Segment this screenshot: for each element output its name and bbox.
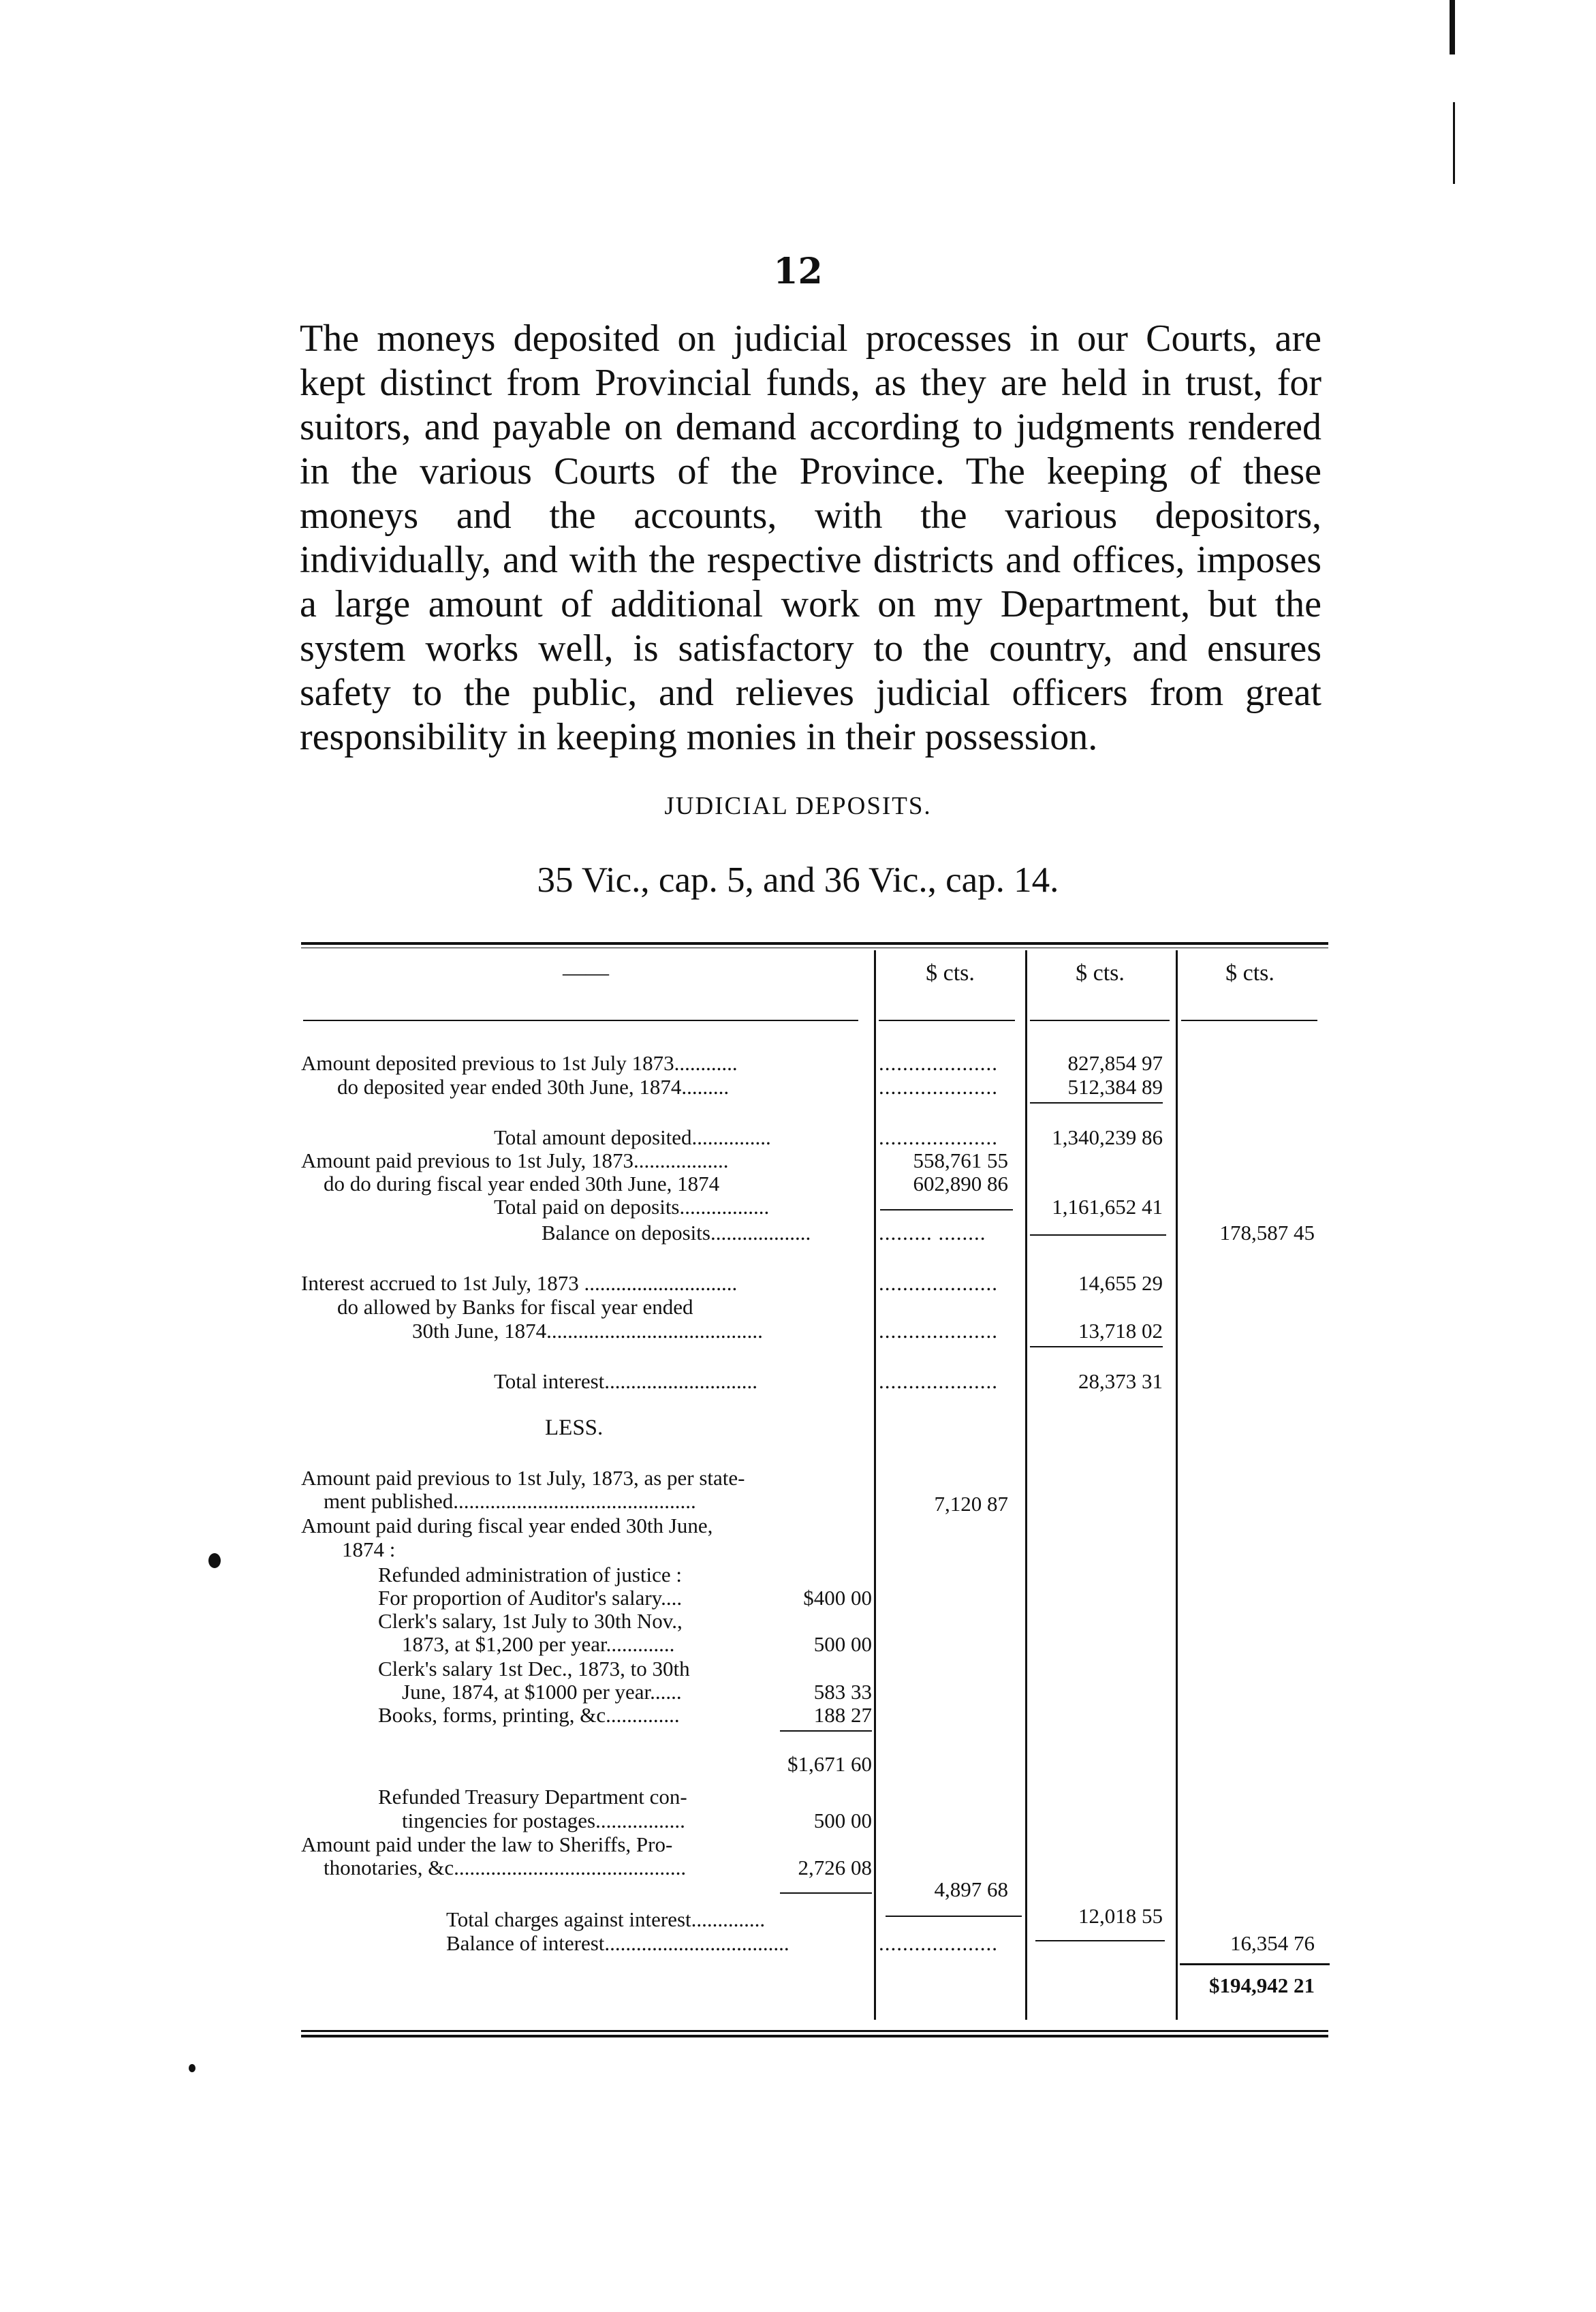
scan-edge-mark bbox=[1450, 0, 1455, 54]
row-label: 1873, at $1,200 per year............. bbox=[402, 1632, 675, 1656]
sum-rule bbox=[780, 1892, 872, 1894]
row-label: Refunded administration of justice : bbox=[378, 1563, 682, 1587]
row-label: Amount paid during fiscal year ended 30th June, bbox=[301, 1514, 713, 1537]
section-subtitle: 35 Vic., cap. 5, and 36 Vic., cap. 14. bbox=[537, 860, 1059, 900]
row-value: 500 00 bbox=[813, 1809, 872, 1832]
sum-rule bbox=[1030, 1234, 1166, 1236]
dot-leader: .................... bbox=[879, 1319, 998, 1343]
row-label: Books, forms, printing, &c.............. bbox=[378, 1703, 680, 1727]
row-value: 14,655 29 bbox=[1078, 1271, 1163, 1295]
less-heading: LESS. bbox=[545, 1416, 604, 1440]
row-label: Balance on deposits................... bbox=[542, 1221, 811, 1245]
sum-rule bbox=[886, 1916, 1022, 1917]
grand-total: $194,942 21 bbox=[1209, 1973, 1315, 1997]
row-label: For proportion of Auditor's salary.... bbox=[378, 1586, 683, 1610]
row-value: 602,890 86 bbox=[913, 1172, 1008, 1196]
column-header-2: $ cts. bbox=[1076, 960, 1125, 986]
row-label: do deposited year ended 30th June, 1874......... bbox=[337, 1075, 730, 1099]
row-value: 500 00 bbox=[813, 1632, 872, 1656]
row-label: Clerk's salary 1st Dec., 1873, to 30th bbox=[378, 1657, 690, 1681]
row-value: 512,384 89 bbox=[1067, 1075, 1163, 1099]
sum-rule bbox=[1180, 1963, 1330, 1965]
row-value: 2,726 08 bbox=[798, 1856, 872, 1879]
dot-leader: .................... bbox=[879, 1931, 998, 1955]
row-value: 1,161,652 41 bbox=[1052, 1195, 1163, 1219]
dot-leader: .................... bbox=[879, 1271, 998, 1295]
row-value: 827,854 97 bbox=[1067, 1051, 1163, 1075]
sum-rule bbox=[1035, 1940, 1165, 1941]
row-label: Interest accrued to 1st July, 1873 ............................. bbox=[301, 1271, 738, 1295]
row-value: $400 00 bbox=[803, 1586, 872, 1610]
row-label: Refunded Treasury Department con- bbox=[378, 1785, 687, 1809]
row-label: Total interest............................. bbox=[494, 1369, 758, 1393]
section-title: JUDICIAL DEPOSITS. bbox=[664, 792, 932, 820]
row-value: 558,761 55 bbox=[913, 1149, 1008, 1172]
row-value: 7,120 87 bbox=[934, 1492, 1008, 1516]
row-label: Clerk's salary, 1st July to 30th Nov., bbox=[378, 1609, 683, 1633]
row-value: 13,718 02 bbox=[1078, 1319, 1163, 1343]
sum-rule bbox=[1030, 1346, 1163, 1347]
header-underline bbox=[879, 1020, 1015, 1021]
column-divider bbox=[1025, 950, 1027, 2020]
header-underline bbox=[303, 1020, 858, 1021]
dot-leader: .................... bbox=[879, 1369, 998, 1393]
description-header: —— bbox=[563, 960, 609, 986]
row-value: 4,897 68 bbox=[934, 1877, 1008, 1901]
sum-rule bbox=[1030, 1102, 1163, 1104]
margin-ink-mark bbox=[189, 2064, 195, 2072]
row-value: 188 27 bbox=[813, 1703, 872, 1727]
table-top-rule bbox=[301, 942, 1328, 945]
row-label: 1874 : bbox=[342, 1537, 396, 1561]
row-label: Total paid on deposits................. bbox=[494, 1195, 770, 1219]
row-value: 12,018 55 bbox=[1078, 1904, 1163, 1928]
margin-ink-mark bbox=[208, 1553, 221, 1568]
row-label: Total charges against interest.............. bbox=[446, 1907, 766, 1931]
row-label: tingencies for postages................. bbox=[402, 1809, 685, 1832]
row-label: Balance of interest................................... bbox=[446, 1931, 789, 1955]
row-label: Total amount deposited............... bbox=[494, 1125, 771, 1149]
row-label: Amount paid previous to 1st July, 1873, as per state- bbox=[301, 1466, 745, 1490]
row-label: Amount deposited previous to 1st July 1873............ bbox=[301, 1051, 738, 1075]
row-label: June, 1874, at $1000 per year...... bbox=[402, 1680, 682, 1704]
header-underline bbox=[1181, 1020, 1317, 1021]
sum-rule bbox=[880, 1209, 1013, 1210]
column-divider bbox=[1176, 950, 1178, 2020]
intro-paragraph: The moneys deposited on judicial processes in our Courts, are kept distinct from Provincial funds, as they are held in trust, for suitors, and payable on demand according to judgments rendered in the various Courts of the Province. The keeping of these moneys and the accounts, with the various depositors, individually, and with the respective districts and offices, imposes a large amount of additional work on my Department, but the system works well, is satisfactory to the country, and ensures safety to the public, and relieves judicial officers from great responsibility in keeping monies in their possession. bbox=[300, 317, 1321, 758]
row-label: ment published.............................................. bbox=[324, 1489, 696, 1513]
column-divider bbox=[874, 950, 876, 2020]
row-value: 583 33 bbox=[813, 1680, 872, 1704]
dot-leader: .................... bbox=[879, 1125, 998, 1149]
row-label: thonotaries, &c............................................ bbox=[324, 1856, 687, 1879]
column-header-1: $ cts. bbox=[926, 960, 975, 986]
dot-leader: .................... bbox=[879, 1075, 998, 1099]
scan-edge-mark bbox=[1453, 102, 1455, 184]
page-number: 12 bbox=[773, 251, 823, 292]
row-label: do do during fiscal year ended 30th June, 1874 bbox=[324, 1172, 720, 1196]
sum-rule bbox=[780, 1730, 872, 1732]
dot-leader: ......... ........ bbox=[879, 1221, 986, 1245]
table-bottom-rule-thick bbox=[301, 2035, 1328, 2037]
row-value: 1,340,239 86 bbox=[1052, 1125, 1163, 1149]
row-value: 16,354 76 bbox=[1230, 1931, 1315, 1955]
column-header-3: $ cts. bbox=[1225, 960, 1274, 986]
row-value: $1,671 60 bbox=[787, 1752, 872, 1776]
row-label: do allowed by Banks for fiscal year ended bbox=[337, 1295, 693, 1319]
table-bottom-rule bbox=[301, 2030, 1328, 2032]
row-value: 28,373 31 bbox=[1078, 1369, 1163, 1393]
row-value: 178,587 45 bbox=[1219, 1221, 1315, 1245]
header-underline bbox=[1030, 1020, 1170, 1021]
row-label: 30th June, 1874......................................... bbox=[412, 1319, 763, 1343]
row-label: Amount paid under the law to Sheriffs, Pro- bbox=[301, 1832, 673, 1856]
dot-leader: .................... bbox=[879, 1051, 998, 1075]
row-label: Amount paid previous to 1st July, 1873.................. bbox=[301, 1149, 729, 1172]
